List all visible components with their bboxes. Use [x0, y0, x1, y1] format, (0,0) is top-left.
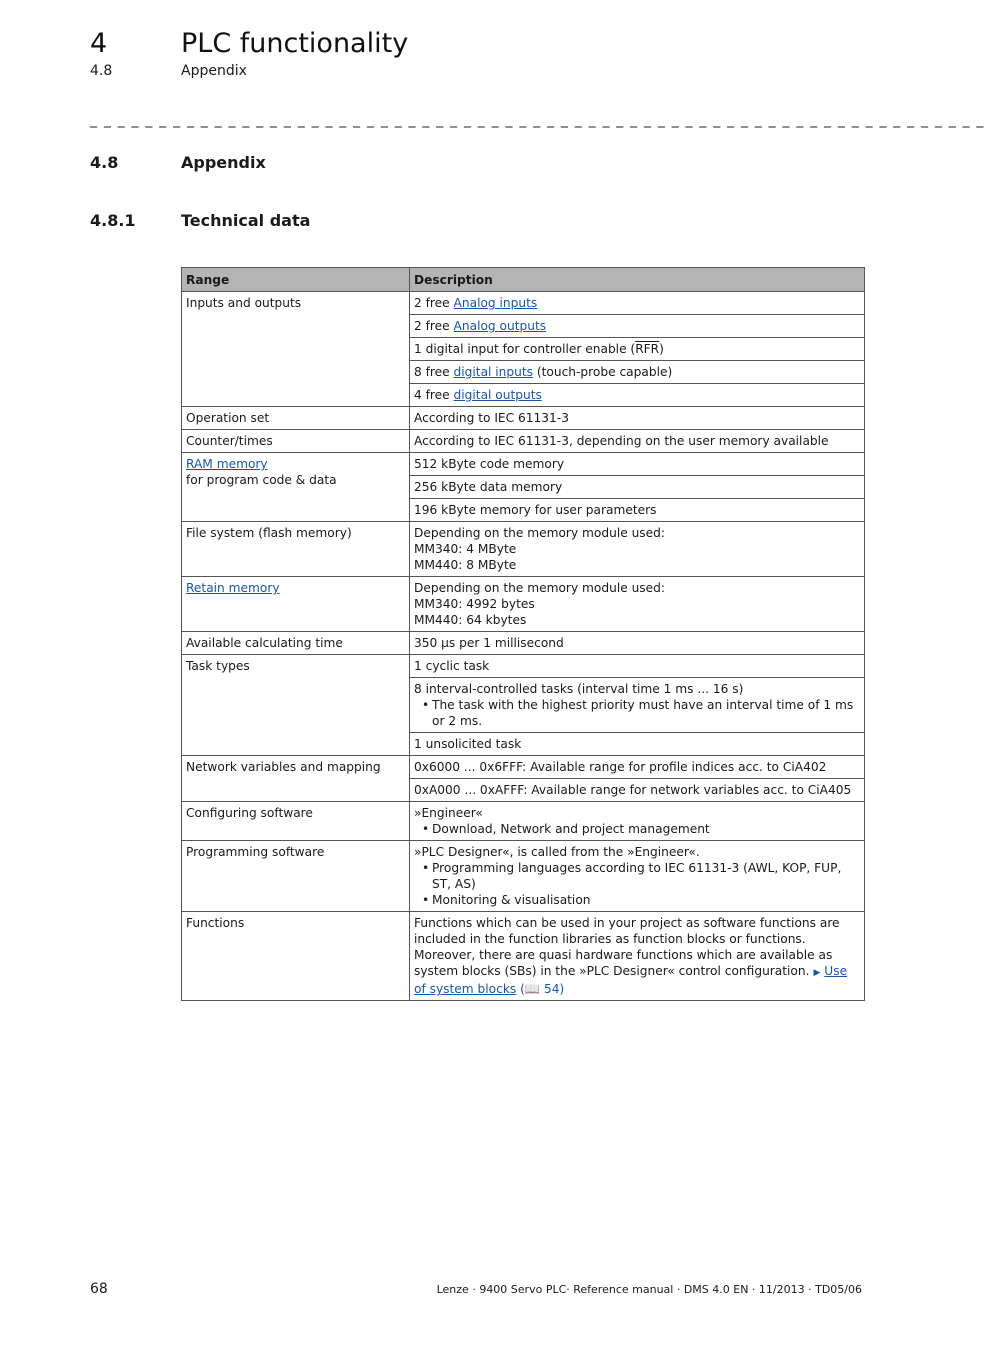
rfr-signal: $\overline{RFR}$ [635, 342, 660, 356]
range-cell: Counter/times [182, 430, 410, 453]
description-cell: 1 digital input for controller enable $(\overline{RFR})$ [410, 338, 865, 361]
section-number: 4.8 [90, 153, 119, 172]
bullet-item: • Download, Network and project management [432, 821, 860, 837]
page-reference[interactable]: 54 [543, 982, 560, 996]
link-retain-memory[interactable]: Retain memory [186, 581, 280, 595]
range-cell: Inputs and outputs [182, 292, 410, 407]
description-cell: »PLC Designer«, is called from the »Engineer«. • Programming languages according to IEC 61131-3 (AWL, KOP, FUP, ST, AS) • Monitoring & visualisation [410, 841, 865, 912]
header-range: Range [182, 268, 410, 292]
section-title: Appendix [181, 153, 266, 172]
description-cell: According to IEC 61131-3 [410, 407, 865, 430]
range-cell: Network variables and mapping [182, 756, 410, 802]
description-cell: 350 µs per 1 millisecond [410, 632, 865, 655]
description-cell: 1 unsolicited task [410, 733, 865, 756]
link-digital-inputs[interactable]: digital inputs [453, 365, 533, 379]
description-cell: 512 kByte code memory [410, 453, 865, 476]
page-number: 68 [90, 1281, 108, 1297]
range-cell [182, 577, 410, 632]
chapter-title: PLC functionality [181, 28, 409, 59]
link-arrow-icon: ▶ [813, 968, 821, 978]
description-cell: 1 cyclic task [410, 655, 865, 678]
chapter-number: 4 [90, 28, 108, 59]
table-row [182, 453, 865, 476]
description-cell: 0xA000 ... 0xAFFF: Available range for network variables acc. to CiA405 [410, 779, 865, 802]
description-cell: 256 kByte data memory [410, 476, 865, 499]
description-cell: 2 free Analog outputs [410, 315, 865, 338]
range-cell: Operation set [182, 407, 410, 430]
range-cell: Functions [182, 912, 410, 1001]
subsection-number: 4.8.1 [90, 211, 136, 230]
subsection-title: Technical data [181, 211, 311, 230]
description-cell: Depending on the memory module used: MM340: 4 MByte MM440: 8 MByte [410, 522, 865, 577]
description-cell: 0x6000 ... 0x6FFF: Available range for profile indices acc. to CiA402 [410, 756, 865, 779]
description-cell: 2 free Analog inputs [410, 292, 865, 315]
range-cell: Task types [182, 655, 410, 756]
description-cell: »Engineer« • Download, Network and project management [410, 802, 865, 841]
header-section-number: 4.8 [90, 63, 113, 79]
link-digital-outputs[interactable]: digital outputs [453, 388, 542, 402]
range-cell: Configuring software [182, 802, 410, 841]
table-row [182, 756, 865, 779]
bullet-item: • Programming languages according to IEC 61131-3 (AWL, KOP, FUP, ST, AS) [432, 860, 860, 892]
footer-info: Lenze · 9400 Servo PLC· Reference manual · DMS 4.0 EN · 11/2013 · TD05/06 [436, 1283, 862, 1296]
description-cell: Functions which can be used in your project as software functions are included in the function libraries as function blocks or functions. Moreover, there are quasi hardware functions which are available as system blocks (SBs) in the »PLC Designer« control configuration. ▶ Use of system blocks (📖 54) [410, 912, 865, 1001]
table-row [182, 655, 865, 678]
header-description: Description [410, 268, 865, 292]
link-analog-inputs[interactable]: Analog inputs [453, 296, 538, 310]
bullet-item: • Monitoring & visualisation [432, 892, 860, 908]
technical-data-table [181, 267, 865, 1001]
description-cell: Depending on the memory module used: MM340: 4992 bytes MM440: 64 kbytes [410, 577, 865, 632]
table-row [182, 430, 865, 453]
table-row [182, 577, 865, 632]
description-cell: 8 interval-controlled tasks (interval time 1 ms ... 16 s) • The task with the highest priority must have an interval time of 1 ms or 2 ms. [410, 678, 865, 733]
book-icon: 📖 [524, 982, 541, 996]
range-cell: File system (flash memory) [182, 522, 410, 577]
table-row [182, 522, 865, 577]
link-use-of-system-blocks[interactable]: Use of system blocks [414, 964, 848, 996]
description-cell: 196 kByte memory for user parameters [410, 499, 865, 522]
header-section-title: Appendix [181, 63, 247, 79]
table-row [182, 912, 865, 1001]
range-cell: Programming software [182, 841, 410, 912]
table-header-row [182, 268, 865, 292]
description-cell: According to IEC 61131-3, depending on the user memory available [410, 430, 865, 453]
table-row [182, 802, 865, 841]
link-analog-outputs[interactable]: Analog outputs [453, 319, 547, 333]
table-row [182, 292, 865, 315]
link-ram-memory[interactable]: RAM memory [186, 457, 268, 471]
range-cell: RAM memory for program code & data [182, 453, 410, 522]
range-cell: Available calculating time [182, 632, 410, 655]
bullet-item: • The task with the highest priority must have an interval time of 1 ms or 2 ms. [432, 697, 860, 729]
table-row [182, 632, 865, 655]
table-row [182, 407, 865, 430]
table-row [182, 841, 865, 912]
header-separator: _ _ _ _ _ _ _ _ _ _ _ _ _ _ _ _ _ _ _ _ _ _ _ _ _ _ _ _ _ _ _ _ _ _ _ _ _ _ _ _ _ _ _ _ _ _ _ _ _ _ _ _ _ _ _ _ _ _ _ _ _ _ _ _ _ [90, 112, 985, 128]
description-cell: 8 free digital inputs (touch-probe capable) [410, 361, 865, 384]
description-cell: 4 free digital outputs [410, 384, 865, 407]
